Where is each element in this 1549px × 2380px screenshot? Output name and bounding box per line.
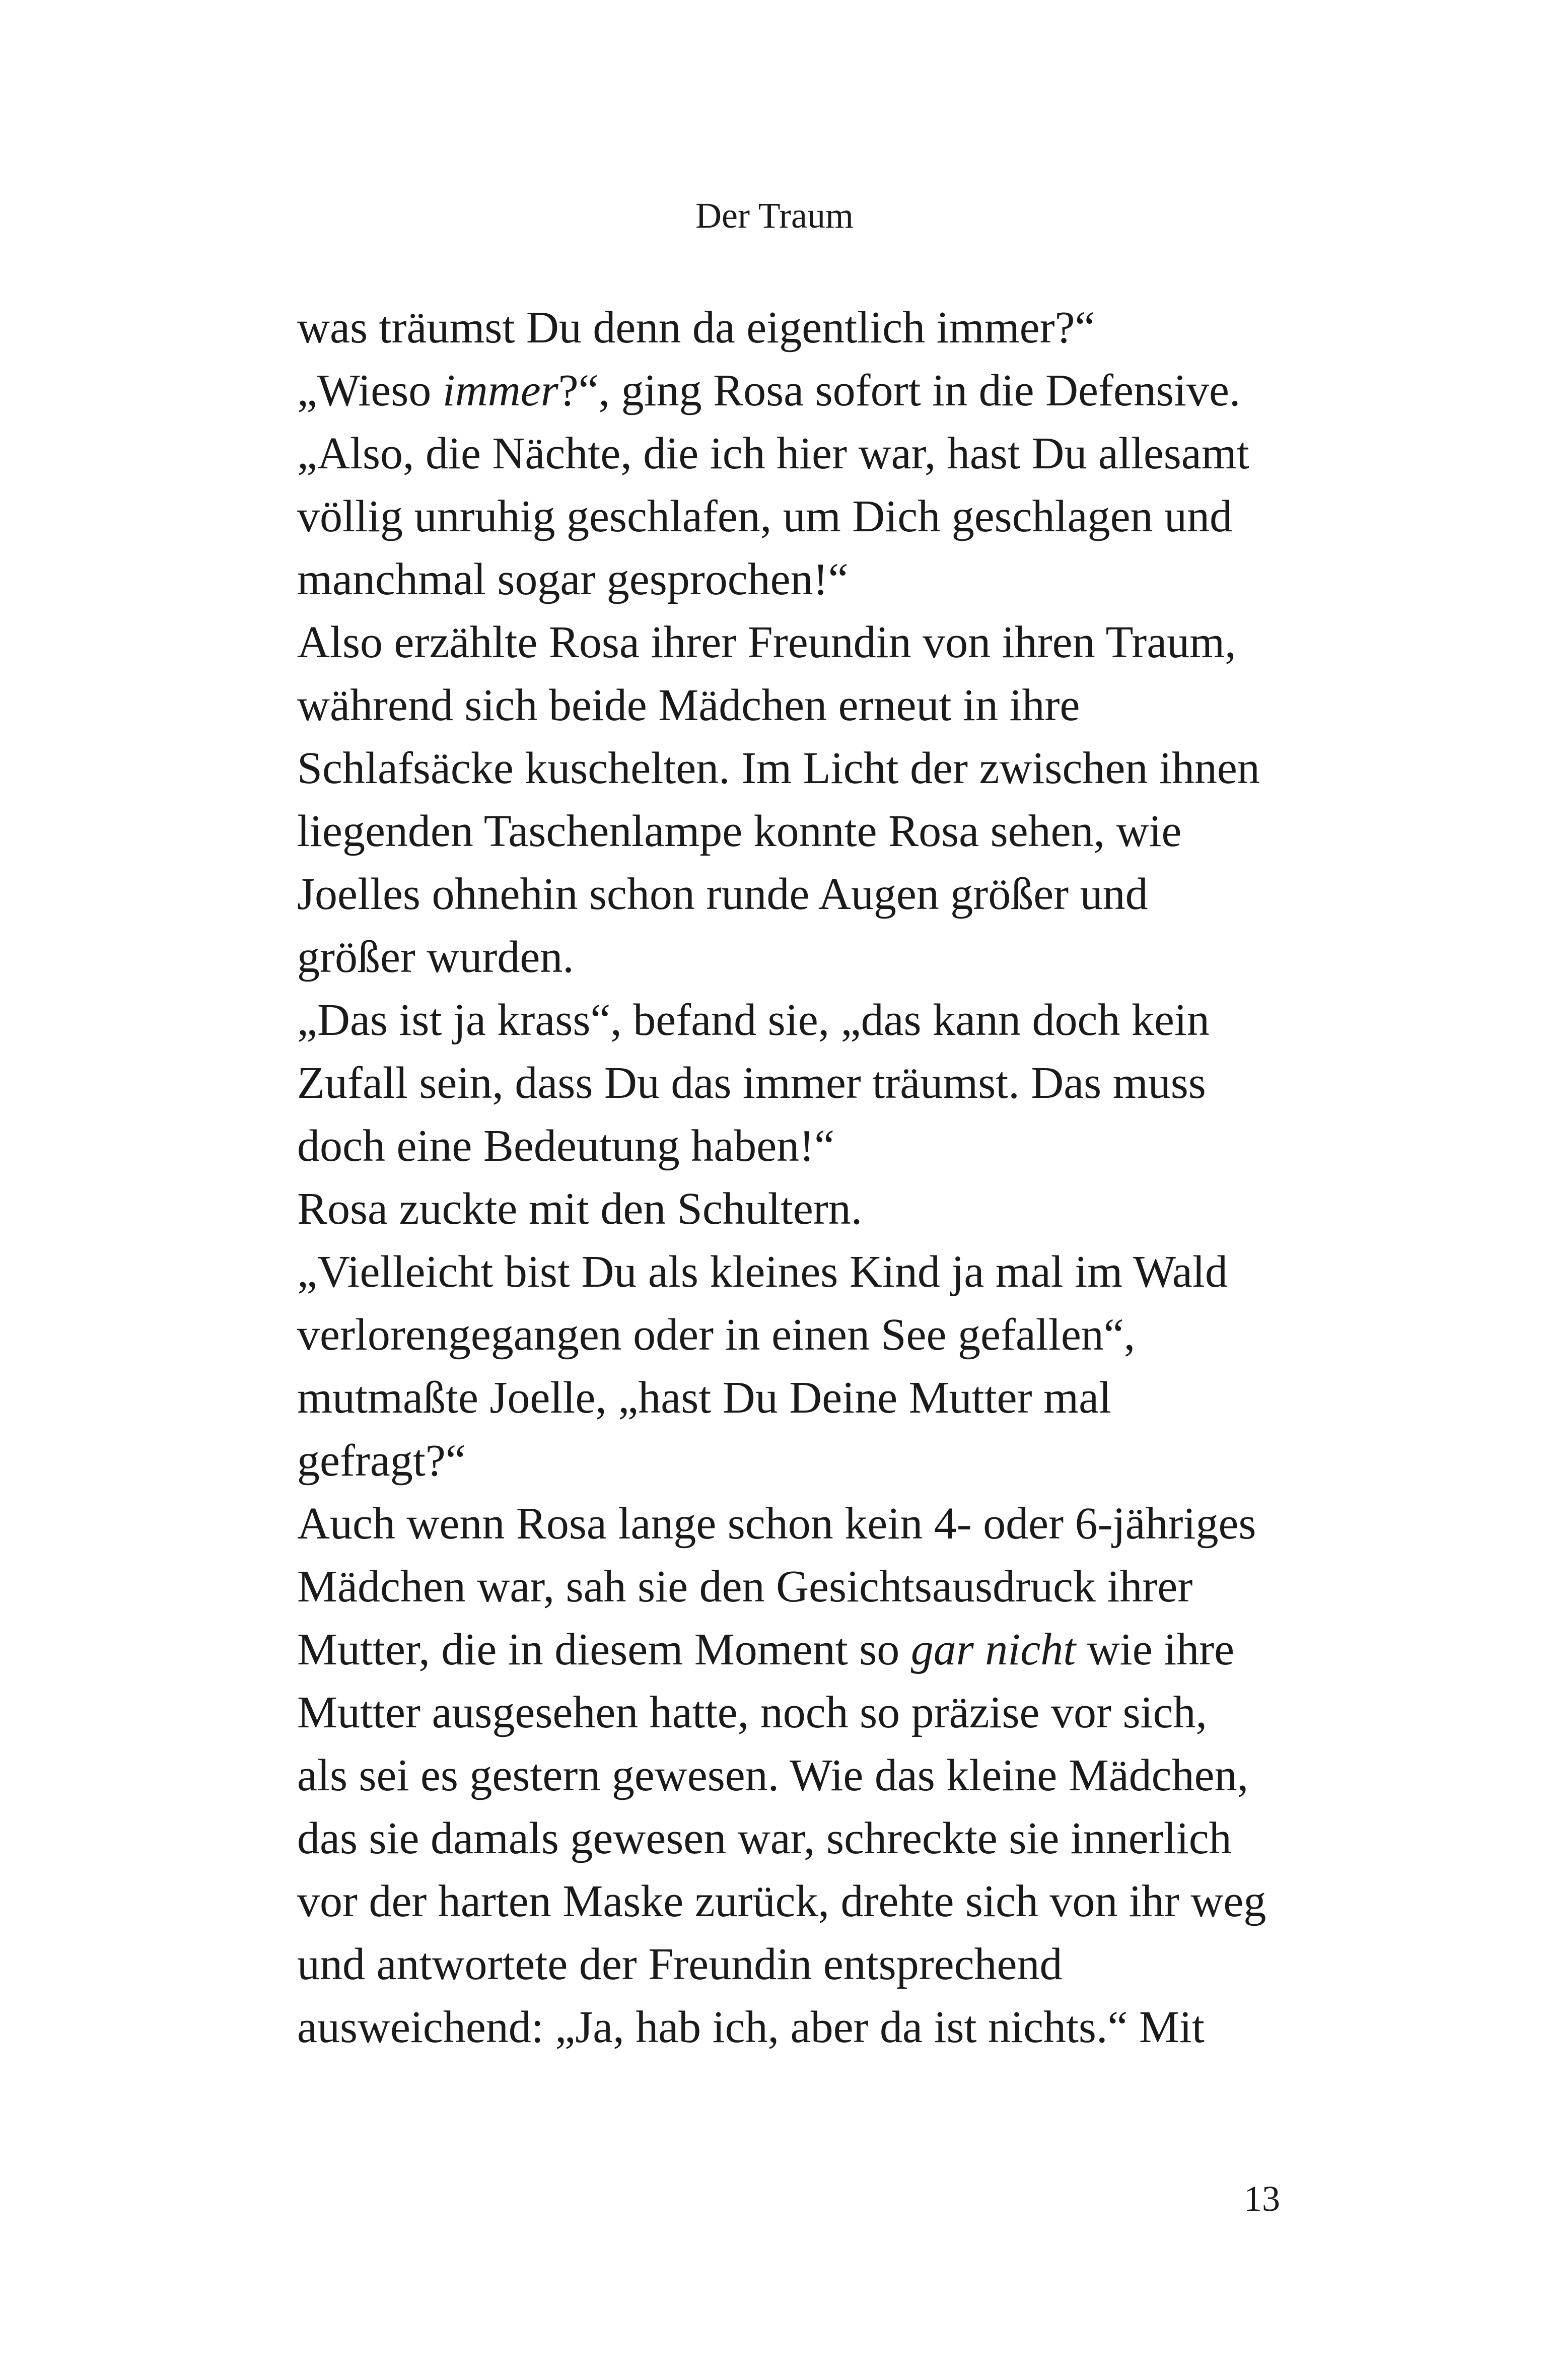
text-line: verlorengegangen oder in einen See gefallen“, xyxy=(297,1310,1136,1360)
text-line: „Also, die Nächte, die ich hier war, hast Du allesamt xyxy=(297,429,1249,478)
text-segment: „Wieso xyxy=(297,366,443,415)
text-line: Joelles ohnehin schon runde Augen größer und xyxy=(297,869,1148,919)
text-line: als sei es gestern gewesen. Wie das kleine Mädchen, xyxy=(297,1751,1249,1800)
text-line: Also erzählte Rosa ihrer Freundin von ihren Traum, xyxy=(297,617,1236,667)
text-line: das sie damals gewesen war, schreckte sie innerlich xyxy=(297,1813,1232,1863)
text-line: „Vielleicht bist Du als kleines Kind ja mal im Wald xyxy=(297,1247,1228,1297)
text-line: während sich beide Mädchen erneut in ihre xyxy=(297,680,1080,730)
text-line xyxy=(297,1618,1304,1681)
text-segment: wie ihre xyxy=(1076,1625,1235,1674)
text-line: was träumst Du denn da eigentlich immer?“ xyxy=(297,303,1095,353)
emphasis-text: gar nicht xyxy=(910,1625,1076,1674)
text-line: Auch wenn Rosa lange schon kein 4- oder 6-jähriges xyxy=(297,1499,1256,1549)
text-line: manchmal sogar gesprochen!“ xyxy=(297,554,849,604)
text-segment: Mutter, die in diesem Moment so xyxy=(297,1625,911,1674)
text-line: „Das ist ja krass“, befand sie, „das kann doch kein xyxy=(297,995,1210,1045)
text-segment: ?“, ging Rosa sofort in die Defensive. xyxy=(558,366,1241,415)
text-line: ausweichend: „Ja, hab ich, aber da ist nichts.“ Mit xyxy=(297,2002,1205,2052)
text-line: doch eine Bedeutung haben!“ xyxy=(297,1121,835,1171)
text-line xyxy=(297,359,1304,422)
running-header-title: Der Traum xyxy=(695,195,854,236)
text-line: gefragt?“ xyxy=(297,1436,466,1486)
body-text xyxy=(297,296,1304,2059)
text-line: Mädchen war, sah sie den Gesichtsausdruck ihrer xyxy=(297,1562,1193,1612)
page-number: 13 xyxy=(1244,2179,1280,2219)
text-line: und antwortete der Freundin entsprechend xyxy=(297,1939,1063,1989)
text-line: Mutter ausgesehen hatte, noch so präzise vor sich, xyxy=(297,1688,1207,1737)
text-line: mutmaßte Joelle, „hast Du Deine Mutter mal xyxy=(297,1373,1112,1423)
text-line: Rosa zuckte mit den Schultern. xyxy=(297,1184,863,1234)
text-line: liegenden Taschenlampe konnte Rosa sehen, wie xyxy=(297,806,1182,856)
emphasis-text: immer xyxy=(442,366,558,415)
text-line: Schlafsäcke kuschelten. Im Licht der zwischen ihnen xyxy=(297,743,1260,793)
text-line: Zufall sein, dass Du das immer träumst. Das muss xyxy=(297,1058,1206,1108)
text-line: völlig unruhig geschlafen, um Dich geschlagen und xyxy=(297,492,1233,541)
text-line: größer wurden. xyxy=(297,932,574,982)
text-line: vor der harten Maske zurück, drehte sich von ihr weg xyxy=(297,1876,1266,1926)
